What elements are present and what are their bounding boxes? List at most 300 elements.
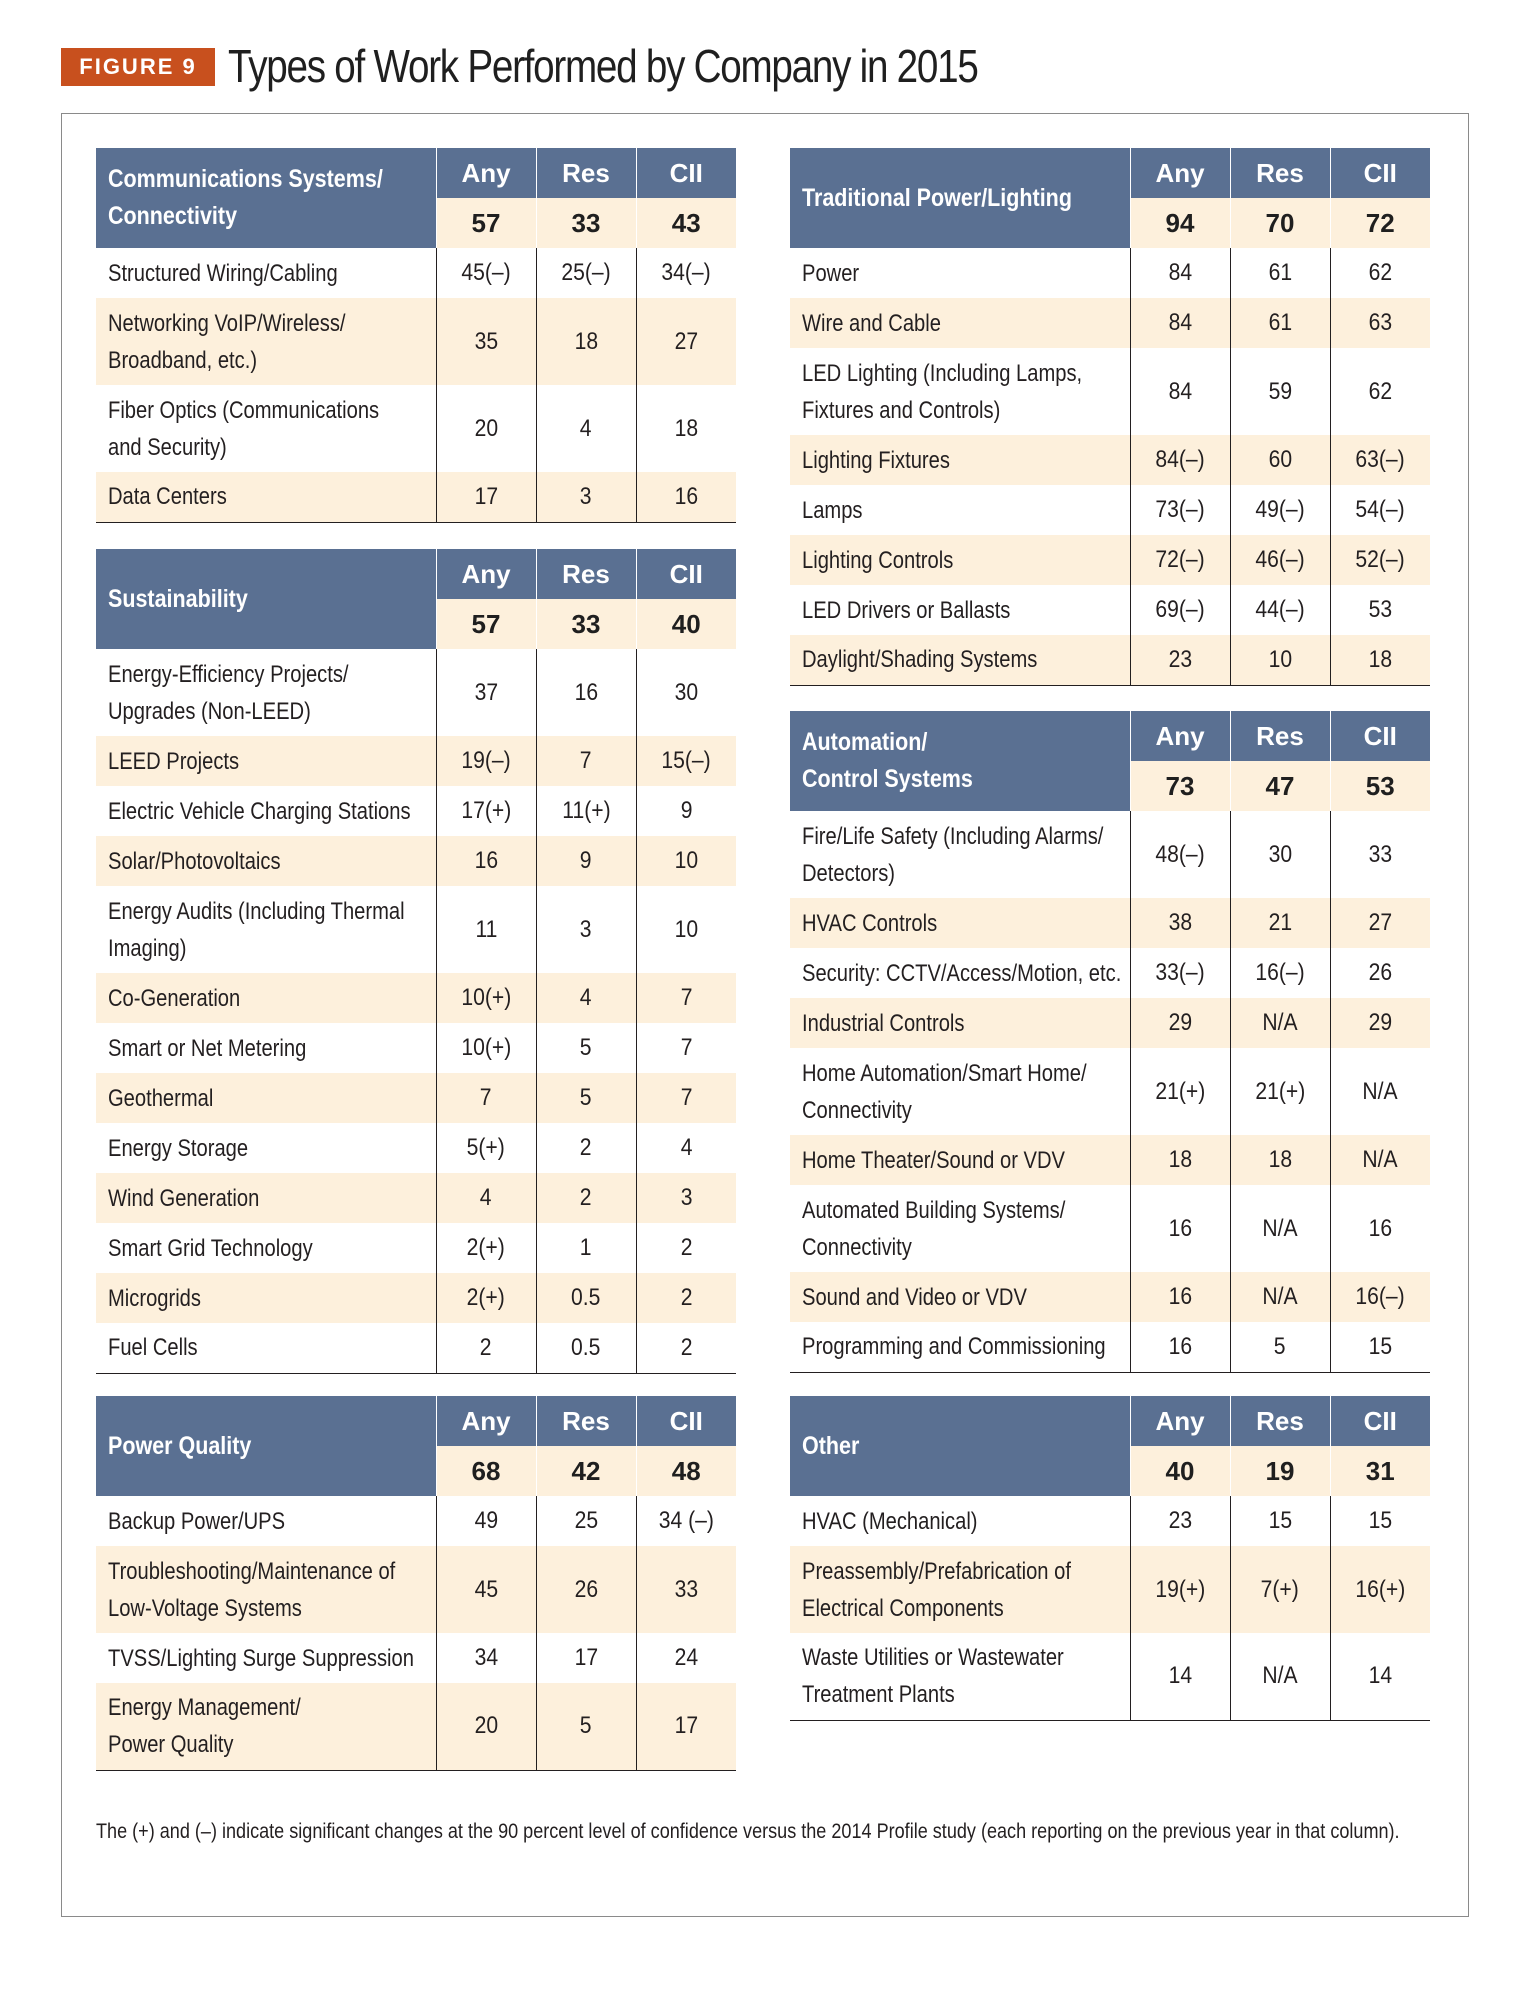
section-title-line: Power Quality: [108, 1431, 252, 1460]
row-label-line: Waste Utilities or Wastewater: [802, 1644, 1064, 1672]
row-label-line: Detectors): [802, 859, 895, 887]
cell-res-value: 59: [1268, 377, 1292, 405]
cell-res-value: 44(–): [1255, 596, 1305, 623]
cell-cii-value: 10: [674, 915, 698, 943]
cell-res: [536, 1123, 636, 1173]
column-header-res: Res: [536, 148, 636, 198]
cell-cii-value: N/A: [1362, 1077, 1398, 1105]
table-row: [790, 1322, 1430, 1372]
table-row: [96, 1223, 736, 1273]
row-label: [790, 998, 1130, 1048]
column-header-any: Any: [1130, 148, 1230, 198]
table-row: [790, 435, 1430, 485]
cell-any-value: 84: [1168, 309, 1192, 336]
cell-cii-value: 15(–): [661, 747, 711, 774]
cell-any: [1130, 998, 1230, 1048]
row-label: [96, 248, 436, 298]
cell-cii: [1330, 1048, 1430, 1135]
row-label-line: Programming and Commissioning: [802, 1333, 1106, 1361]
total-any: 73: [1130, 761, 1230, 811]
cell-cii-value: 16: [674, 482, 698, 510]
section-title-line: Other: [802, 1431, 860, 1460]
cell-cii-value: 10: [674, 847, 698, 874]
total-any: 94: [1130, 198, 1230, 248]
cell-any: [436, 1123, 536, 1173]
cell-cii: [636, 298, 736, 385]
cell-cii-value: 18: [674, 414, 698, 442]
cell-res-value: 0.5: [571, 1284, 601, 1311]
table-row: [790, 1185, 1430, 1272]
cell-res: [536, 886, 636, 973]
cell-any-value: 16: [1168, 1283, 1192, 1310]
cell-any: [1130, 1496, 1230, 1546]
cell-cii: [1330, 948, 1430, 998]
cell-cii: [1330, 1135, 1430, 1185]
row-label: [96, 1023, 436, 1073]
figure-badge: FIGURE 9: [61, 48, 215, 86]
cell-cii: [636, 1223, 736, 1273]
cell-any: [436, 886, 536, 973]
table-row: [96, 248, 736, 298]
cell-any: [1130, 485, 1230, 535]
cell-cii-value: 27: [674, 327, 698, 355]
row-label-line: Sound and Video or VDV: [802, 1283, 1027, 1311]
table-row: [96, 886, 736, 973]
row-label-line: Treatment Plants: [802, 1681, 955, 1709]
row-label-line: Preassembly/Prefabrication of: [802, 1557, 1071, 1585]
cell-cii: [1330, 585, 1430, 635]
cell-cii-value: 63: [1368, 309, 1392, 336]
cell-any: [436, 836, 536, 886]
row-label-line: Wind Generation: [108, 1184, 260, 1212]
total-cii: 72: [1330, 198, 1430, 248]
cell-cii-value: N/A: [1362, 1146, 1398, 1173]
cell-res-value: 5: [580, 1034, 592, 1061]
table-row: [790, 898, 1430, 948]
cell-cii: [636, 1023, 736, 1073]
cell-any: [1130, 298, 1230, 348]
cell-any-value: 38: [1168, 909, 1192, 936]
cell-cii-value: 27: [1368, 909, 1392, 936]
cell-cii: [636, 385, 736, 472]
cell-res-value: 49(–): [1255, 496, 1305, 523]
cell-cii-value: 52(–): [1355, 546, 1405, 573]
row-label: [96, 385, 436, 472]
row-label-line: Upgrades (Non-LEED): [108, 697, 311, 725]
cell-any: [1130, 1135, 1230, 1185]
table-row: [96, 1546, 736, 1633]
cell-res: [536, 1273, 636, 1323]
cell-res: [536, 1633, 636, 1683]
cell-any: [436, 736, 536, 786]
row-label: [96, 1633, 436, 1683]
row-label: [96, 1323, 436, 1373]
column-header-res: Res: [1230, 711, 1330, 761]
cell-any-value: 45(–): [461, 259, 511, 286]
cell-res: [1230, 1272, 1330, 1322]
cell-res-value: 9: [580, 847, 592, 874]
column-header-cii: CII: [636, 148, 736, 198]
table-other: [790, 1396, 1430, 1721]
row-label-line: Connectivity: [802, 1233, 912, 1261]
cell-cii-value: 34 (–): [658, 1507, 714, 1534]
column-header-cii: CII: [1330, 1396, 1430, 1446]
row-label-line: Connectivity: [802, 1096, 912, 1124]
row-label: [96, 1123, 436, 1173]
row-label-line: Energy Storage: [108, 1134, 249, 1162]
cell-cii-value: 14: [1368, 1662, 1392, 1690]
total-cii: 40: [636, 599, 736, 649]
row-label-line: Lighting Fixtures: [802, 446, 950, 474]
cell-any-value: 19(–): [461, 747, 511, 774]
table-row: [96, 1173, 736, 1223]
table-row: [96, 1683, 736, 1770]
cell-cii: [1330, 898, 1430, 948]
row-label-line: Networking VoIP/Wireless/: [108, 309, 346, 337]
cell-res-value: 18: [1268, 1146, 1292, 1173]
row-label-line: Broadband, etc.): [108, 346, 258, 374]
cell-res: [536, 836, 636, 886]
row-label-line: LEED Projects: [108, 747, 240, 775]
cell-res: [1230, 585, 1330, 635]
cell-res: [1230, 435, 1330, 485]
row-label: [790, 1633, 1130, 1720]
cell-res-value: 25: [574, 1507, 598, 1534]
cell-any-value: 11: [475, 915, 497, 943]
section-title: [96, 1396, 436, 1496]
table-power-quality: [96, 1396, 736, 1771]
cell-cii: [1330, 535, 1430, 585]
cell-any: [436, 1223, 536, 1273]
column-header-res: Res: [536, 549, 636, 599]
row-label-line: Imaging): [108, 934, 187, 962]
cell-any-value: 4: [480, 1184, 492, 1211]
row-label-line: Smart Grid Technology: [108, 1234, 313, 1262]
section-title: [96, 148, 436, 248]
cell-any: [1130, 248, 1230, 298]
cell-cii: [1330, 1185, 1430, 1272]
row-label: [96, 1223, 436, 1273]
cell-cii: [636, 1633, 736, 1683]
row-label: [790, 1048, 1130, 1135]
section-title: [790, 711, 1130, 811]
column-header-res: Res: [1230, 148, 1330, 198]
row-label-line: Security: CCTV/Access/Motion, etc.: [802, 959, 1122, 987]
total-cii: 48: [636, 1446, 736, 1496]
cell-any: [1130, 811, 1230, 898]
header-row: [790, 148, 1430, 198]
table-row: [790, 998, 1430, 1048]
row-label-line: Energy-Efficiency Projects/: [108, 660, 349, 688]
cell-cii-value: 34(–): [661, 259, 711, 286]
cell-cii: [636, 248, 736, 298]
cell-any: [1130, 1185, 1230, 1272]
cell-res-value: 46(–): [1255, 546, 1305, 573]
cell-cii: [636, 973, 736, 1023]
table-row: [96, 1123, 736, 1173]
cell-cii: [636, 1546, 736, 1633]
cell-cii-value: 15: [1368, 1332, 1392, 1360]
cell-any-value: 23: [1168, 1507, 1192, 1534]
cell-cii: [636, 1273, 736, 1323]
cell-res-value: 10: [1268, 645, 1292, 673]
cell-res-value: 61: [1268, 309, 1292, 336]
row-label: [790, 1185, 1130, 1272]
cell-any: [436, 1073, 536, 1123]
row-label: [96, 1496, 436, 1546]
cell-res-value: 5: [580, 1084, 592, 1111]
total-res: 70: [1230, 198, 1330, 248]
header-row: [96, 1396, 736, 1446]
cell-any-value: 10(+): [461, 984, 511, 1011]
cell-res-value: N/A: [1262, 1009, 1298, 1036]
cell-any: [1130, 435, 1230, 485]
cell-res: [536, 1683, 636, 1770]
cell-any: [436, 973, 536, 1023]
cell-any-value: 17(+): [461, 797, 511, 824]
table-row: [790, 248, 1430, 298]
cell-cii-value: 16(–): [1355, 1283, 1405, 1310]
cell-cii-value: 7: [680, 1084, 693, 1111]
column-header-cii: CII: [1330, 711, 1430, 761]
cell-cii-value: 9: [680, 797, 693, 824]
row-label-line: Fire/Life Safety (Including Alarms/: [802, 822, 1104, 850]
table-row: [96, 736, 736, 786]
row-label-line: Fuel Cells: [108, 1334, 198, 1362]
row-label: [790, 1135, 1130, 1185]
cell-res-value: 4: [580, 414, 592, 442]
cell-res-value: 16: [574, 678, 598, 706]
column-header-any: Any: [1130, 711, 1230, 761]
cell-cii: [1330, 1496, 1430, 1546]
figure-title: Types of Work Performed by Company in 2015: [228, 40, 978, 92]
cell-cii: [1330, 485, 1430, 535]
row-label-line: Lamps: [802, 496, 863, 524]
cell-cii: [636, 836, 736, 886]
row-label: [790, 435, 1130, 485]
cell-res: [536, 973, 636, 1023]
cell-res: [536, 1073, 636, 1123]
row-label-line: Energy Audits (Including Thermal: [108, 897, 405, 925]
cell-res: [1230, 998, 1330, 1048]
cell-res: [536, 1173, 636, 1223]
cell-cii: [636, 1123, 736, 1173]
cell-any: [1130, 585, 1230, 635]
row-label: [790, 485, 1130, 535]
cell-res: [536, 385, 636, 472]
cell-res: [536, 1323, 636, 1373]
cell-cii: [1330, 248, 1430, 298]
cell-cii-value: 30: [674, 678, 698, 706]
cell-res: [1230, 248, 1330, 298]
row-label-line: Electrical Components: [802, 1594, 1004, 1622]
column-header-any: Any: [1130, 1396, 1230, 1446]
cell-res-value: 15: [1268, 1507, 1292, 1534]
cell-cii-value: 2: [680, 1234, 693, 1261]
total-cii: 43: [636, 198, 736, 248]
cell-res-value: 16(–): [1255, 959, 1305, 986]
header-row: [790, 711, 1430, 761]
section-title: [790, 1396, 1130, 1496]
total-any: 57: [436, 599, 536, 649]
total-cii: 31: [1330, 1446, 1430, 1496]
cell-cii: [636, 1683, 736, 1770]
cell-res-value: 26: [574, 1575, 598, 1603]
cell-any-value: 84(–): [1155, 446, 1205, 473]
cell-any-value: 35: [474, 327, 498, 355]
cell-any-value: 20: [474, 1712, 498, 1740]
table-row: [790, 298, 1430, 348]
column-header-any: Any: [436, 549, 536, 599]
cell-any-value: 29: [1168, 1009, 1192, 1036]
row-label-line: Backup Power/UPS: [108, 1507, 286, 1535]
table-row: [790, 1633, 1430, 1720]
cell-cii-value: 18: [1368, 645, 1392, 673]
cell-any-value: 49: [474, 1507, 498, 1534]
row-label-line: Data Centers: [108, 483, 227, 511]
cell-cii-value: 24: [674, 1644, 698, 1671]
cell-res-value: 60: [1268, 446, 1292, 473]
cell-cii-value: 26: [1368, 959, 1392, 986]
column-header-cii: CII: [636, 1396, 736, 1446]
row-label: [790, 898, 1130, 948]
table-row: [96, 298, 736, 385]
row-label-line: Automated Building Systems/: [802, 1196, 1066, 1224]
cell-res-value: 30: [1268, 840, 1292, 868]
cell-cii-value: 62: [1368, 377, 1392, 405]
header-row: [96, 148, 736, 198]
cell-res-value: 2: [580, 1134, 592, 1161]
column-header-cii: CII: [636, 549, 736, 599]
row-label-line: Low-Voltage Systems: [108, 1594, 302, 1622]
table-row: [790, 485, 1430, 535]
cell-any: [436, 1546, 536, 1633]
row-label-line: Home Automation/Smart Home/: [802, 1059, 1087, 1087]
column-header-res: Res: [1230, 1396, 1330, 1446]
cell-cii-value: 2: [680, 1333, 693, 1361]
cell-cii: [1330, 1633, 1430, 1720]
cell-cii: [1330, 1322, 1430, 1372]
cell-cii: [636, 1173, 736, 1223]
cell-cii: [636, 886, 736, 973]
cell-any-value: 69(–): [1155, 596, 1205, 623]
cell-cii-value: 33: [1368, 840, 1392, 868]
section-title-line: Sustainability: [108, 584, 248, 613]
cell-cii-value: 33: [674, 1575, 698, 1603]
cell-res: [1230, 1633, 1330, 1720]
table-row: [790, 1546, 1430, 1633]
column-header-any: Any: [436, 1396, 536, 1446]
total-any: 68: [436, 1446, 536, 1496]
cell-cii: [636, 472, 736, 522]
cell-cii: [636, 649, 736, 736]
cell-any-value: 37: [474, 678, 498, 706]
cell-cii-value: 7: [680, 1034, 693, 1061]
cell-res: [1230, 1048, 1330, 1135]
row-label-line: Geothermal: [108, 1084, 214, 1112]
cell-any: [436, 786, 536, 836]
cell-any-value: 2: [480, 1333, 492, 1361]
cell-any-value: 2(+): [466, 1234, 506, 1261]
cell-any-value: 20: [474, 414, 498, 442]
cell-cii: [1330, 1546, 1430, 1633]
header-row: [790, 1396, 1430, 1446]
cell-res: [1230, 1496, 1330, 1546]
cell-any: [1130, 348, 1230, 435]
row-label-line: Electric Vehicle Charging Stations: [108, 797, 411, 825]
cell-any: [1130, 1546, 1230, 1633]
row-label: [96, 1173, 436, 1223]
row-label-line: HVAC Controls: [802, 909, 938, 937]
section-title-line: Control Systems: [802, 765, 973, 793]
cell-any: [436, 248, 536, 298]
cell-any-value: 45: [474, 1575, 498, 1603]
cell-res-value: 25(–): [561, 259, 611, 286]
cell-res: [536, 472, 636, 522]
row-label-line: Solar/Photovoltaics: [108, 847, 281, 875]
row-label: [790, 948, 1130, 998]
column-header-res: Res: [536, 1396, 636, 1446]
row-label: [790, 1322, 1130, 1372]
cell-any-value: 17: [474, 482, 498, 510]
cell-cii: [636, 1073, 736, 1123]
cell-res-value: 1: [580, 1234, 592, 1261]
table-row: [96, 836, 736, 886]
row-label-line: Energy Management/: [108, 1694, 301, 1722]
row-label-line: Troubleshooting/Maintenance of: [108, 1557, 396, 1585]
row-label: [96, 649, 436, 736]
cell-any-value: 2(+): [466, 1284, 506, 1311]
table-row: [790, 348, 1430, 435]
cell-res: [1230, 1185, 1330, 1272]
row-label: [790, 348, 1130, 435]
table-row: [790, 585, 1430, 635]
cell-res-value: 3: [580, 482, 592, 510]
row-label: [790, 298, 1130, 348]
cell-cii: [636, 786, 736, 836]
row-label: [96, 298, 436, 385]
row-label-line: Wire and Cable: [802, 309, 941, 337]
total-any: 57: [436, 198, 536, 248]
cell-res: [1230, 948, 1330, 998]
row-label-line: Power Quality: [108, 1731, 234, 1759]
row-label-line: Industrial Controls: [802, 1009, 965, 1037]
table-row: [96, 1633, 736, 1683]
table-row: [96, 472, 736, 522]
cell-any: [436, 298, 536, 385]
row-label-line: Home Theater/Sound or VDV: [802, 1146, 1065, 1174]
cell-cii-value: 4: [680, 1134, 693, 1161]
total-any: 40: [1130, 1446, 1230, 1496]
table-row: [790, 1135, 1430, 1185]
cell-any: [436, 1496, 536, 1546]
row-label-line: Lighting Controls: [802, 546, 954, 574]
cell-any: [1130, 1633, 1230, 1720]
cell-res: [536, 786, 636, 836]
cell-res: [536, 248, 636, 298]
cell-any-value: 84: [1168, 259, 1192, 286]
cell-any: [1130, 535, 1230, 585]
cell-res-value: 7: [580, 747, 592, 774]
cell-any-value: 84: [1168, 377, 1192, 405]
section-title-line: Automation/: [802, 728, 928, 756]
cell-cii: [1330, 998, 1430, 1048]
cell-cii: [636, 736, 736, 786]
row-label: [790, 248, 1130, 298]
row-label: [96, 1683, 436, 1770]
cell-cii: [1330, 1272, 1430, 1322]
table-row: [96, 1023, 736, 1073]
